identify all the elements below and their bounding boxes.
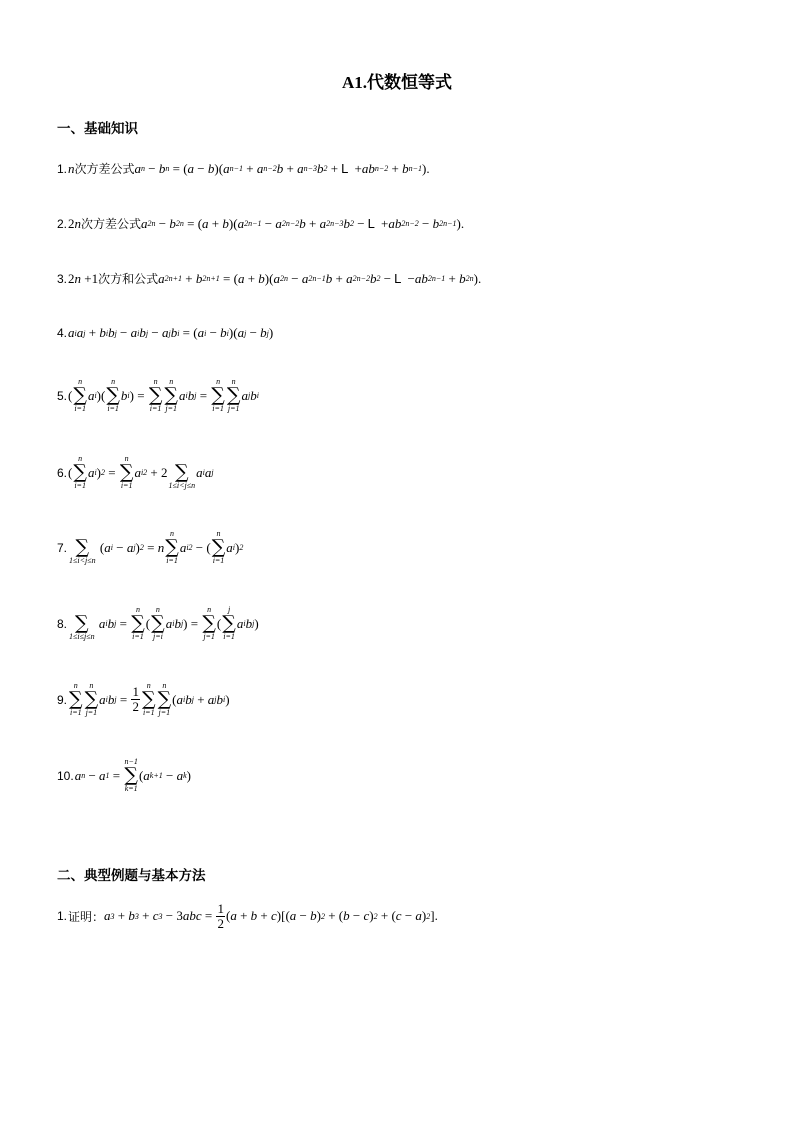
item-number: 1. [57, 909, 68, 924]
formula-5: 5. ( n ∑ i=1 a i )( n ∑ i=1 b i ) = n ∑ i=1 n ∑ j=1 a i b j = n ∑ i=1 n ∑ j=1 a j b i [57, 377, 259, 413]
prove-label: 证明： [68, 909, 105, 924]
item-number: 5. [57, 388, 68, 403]
item-number: 4. [57, 326, 68, 340]
formula-9: 9. n ∑ i=1 n ∑ j=1 a i b j = $\frac{1}{2}$ n ∑ i=1 n ∑ j=1 ( a i b j + a j b i ) [57, 681, 230, 717]
formula-2: 2. 2 n 次方差公式 a 2n − b 2n = ( a + b )( a 2n−1 − a 2n−2 b + a 2n−3 b 2 − L + ab 2n−2 − b 2n−1 ). [57, 215, 465, 231]
section-heading-examples: 二、典型例题与基本方法 [57, 868, 206, 884]
formula-7: 7. ∑ 1≤i<j≤n ( a i − a j ) 2 = n n ∑ i=1 a i 2 − ( n ∑ i=1 a i ) 2 [57, 529, 244, 565]
formula-label: 次方和公式 [98, 272, 159, 286]
formula-4: 4. a i a j + b i b j − a i b j − a j b i = ( a i − b i )( a j − b j ) [57, 325, 274, 340]
formula-label: 次方差公式 [81, 217, 142, 231]
section-heading-basics: 一、基础知识 [57, 121, 138, 137]
item-number: 7. [57, 540, 68, 555]
example-1: 1. 证明： a 3 + b 3 + c 3 − 3 abc = $\frac{1}{2}$ ( a + b + c )[( a − b ) 2 + ( b − c ) 2 + ( c − a ) 2 ]. [57, 901, 438, 931]
item-number: 3. [57, 271, 68, 286]
formula-10: 10. a n − a 1 = n−1 ∑ k=1 ( a k+1 − a k ) [57, 757, 191, 793]
formula-6: 6. ( n ∑ i=1 a i ) 2 = n ∑ i=1 a i 2 + 2 ∑ 1≤i<j≤n a i a j [57, 454, 214, 490]
item-number: 2. [57, 216, 68, 231]
item-number: 8. [57, 616, 68, 631]
item-number: 1. [57, 161, 68, 176]
item-number: 6. [57, 465, 68, 480]
item-number: 9. [57, 692, 68, 707]
formula-3: 3. 2 n +1 次方和公式 a 2n+1 + b 2n+1 = ( a + b )( a 2n − a 2n−1 b + a 2n−2 b 2 − L − ab 2n−1 + b 2n ). [57, 270, 482, 286]
page-title: A1.代数恒等式 [341, 73, 453, 92]
formula-1: 1. n 次方差公式 a n − b n = ( a − b )( a n−1 + a n−2 b + a n−3 b 2 + L + ab n−2 + b n−1 ). [57, 160, 430, 176]
formula-label: 次方差公式 [74, 162, 135, 176]
formula-8: 8. ∑ 1≤i≤j≤n a i b j = n ∑ i=1 ( n ∑ j=i a i b j ) = n ∑ j=1 ( j ∑ i=1 a i b j ) [57, 605, 259, 641]
item-number: 10. [57, 768, 74, 783]
